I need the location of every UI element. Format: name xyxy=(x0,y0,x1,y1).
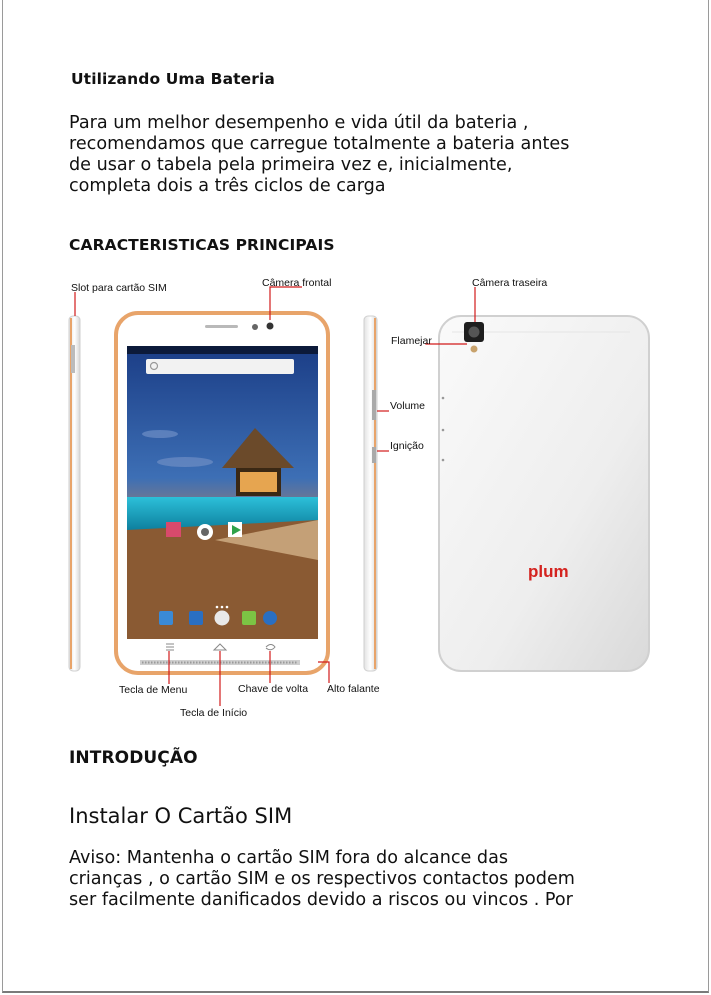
sim-heading: Instalar O Cartão SIM xyxy=(69,804,293,828)
label-home-key: Tecla de Início xyxy=(180,707,248,719)
label-rear-camera: Câmera traseira xyxy=(472,277,548,289)
battery-heading: Utilizando Uma Bateria xyxy=(71,70,275,88)
label-menu-key: Tecla de Menu xyxy=(119,684,188,696)
label-flash: Flamejar xyxy=(391,335,432,347)
side-view-left xyxy=(69,316,80,671)
label-back-key: Chave de volta xyxy=(238,683,309,695)
label-power: Ignição xyxy=(390,440,424,452)
features-heading: CARACTERISTICAS PRINCIPAIS xyxy=(69,236,335,254)
label-sim-slot: Slot para cartão SIM xyxy=(71,282,167,294)
front-view xyxy=(116,313,328,673)
sim-paragraph: Aviso: Mantenha o cartão SIM fora do alcance das crianças , o cartão SIM e os respectivos contactos podem ser facilmente danificados devido a riscos ou vincos . Por xyxy=(69,848,575,910)
side-view-right xyxy=(364,316,377,671)
label-volume: Volume xyxy=(390,400,426,412)
label-front-camera: Câmera frontal xyxy=(262,277,332,289)
label-speaker: Alto falante xyxy=(327,683,380,695)
battery-paragraph: Para um melhor desempenho e vida útil da bateria , recomendamos que carregue totalmente a bateria antes de usar o tabela pela primeira vez e, inicialmente, completa dois a três ciclos de carga xyxy=(69,113,570,196)
intro-heading: INTRODUÇÃO xyxy=(69,748,198,768)
brand-logo: plum xyxy=(528,562,569,581)
back-view xyxy=(439,316,649,671)
